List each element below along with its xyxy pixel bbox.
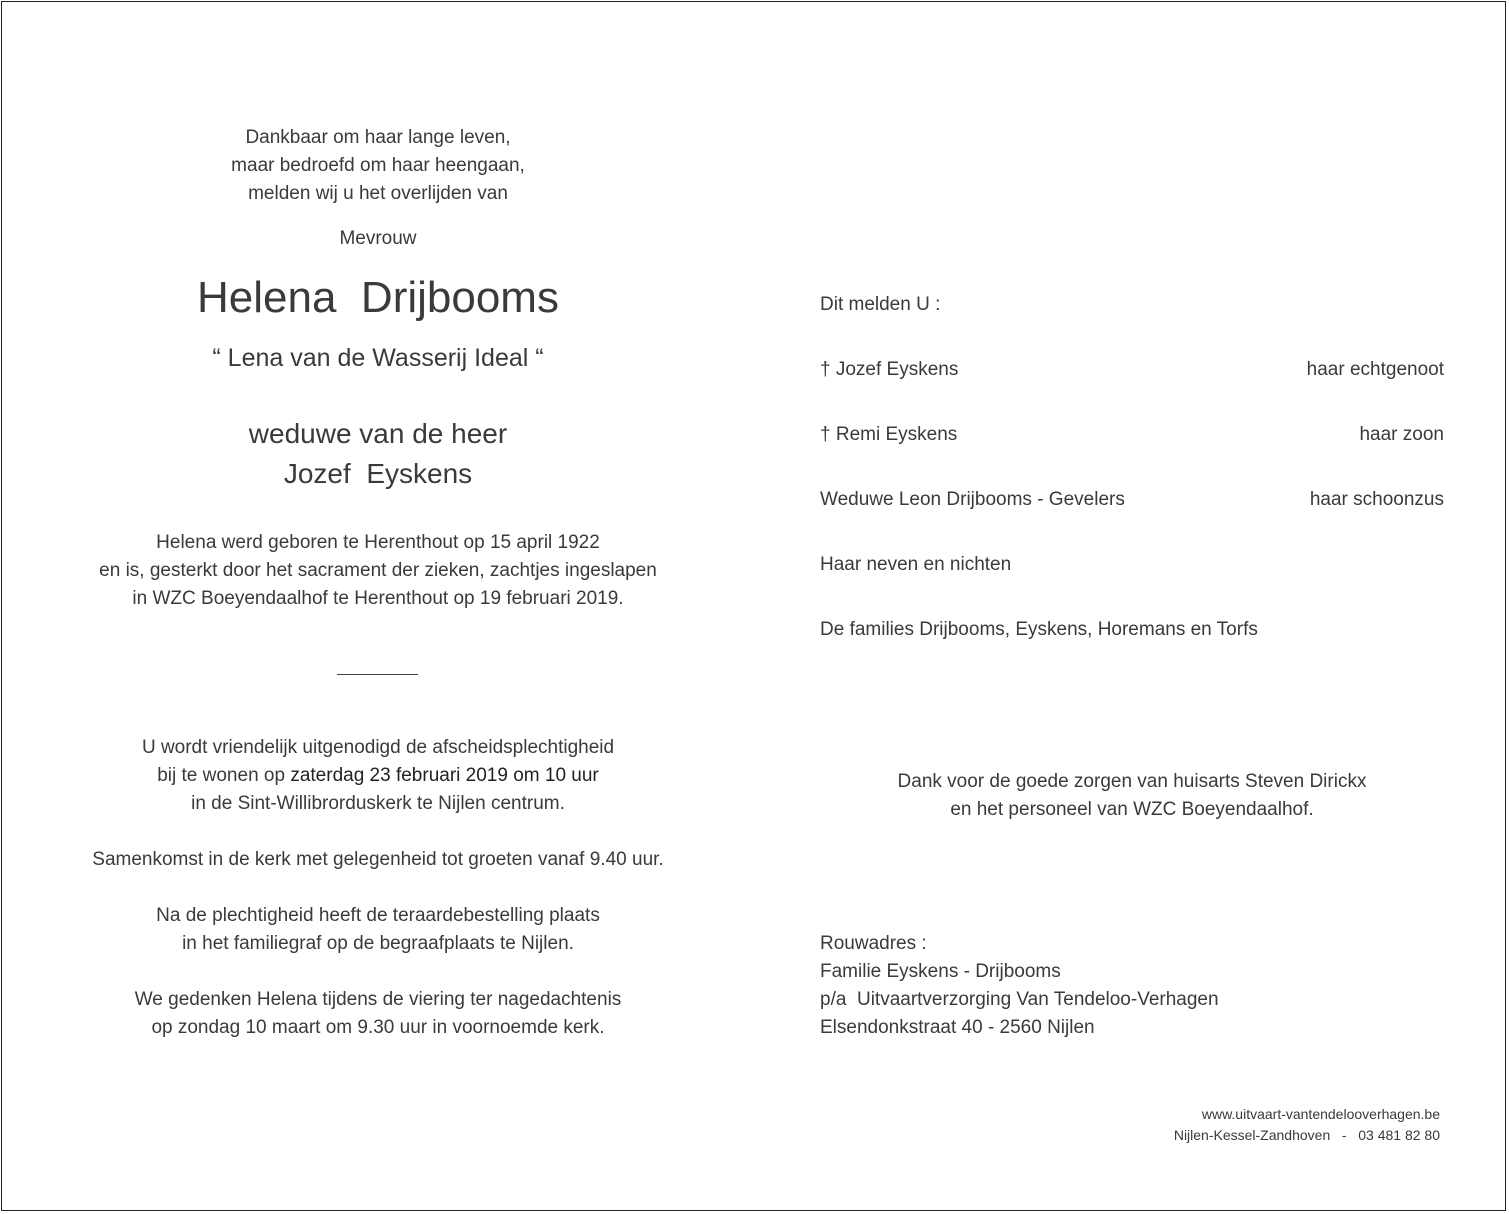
address-line: Familie Eyskens - Drijbooms <box>820 961 1061 982</box>
widow-of <box>60 414 696 494</box>
contact-line: Nijlen-Kessel-Zandhoven - 03 481 82 80 <box>1173 1127 1440 1143</box>
memorial-line: op zondag 10 maart om 9.30 uur in voornoemde kerk. <box>151 1017 605 1038</box>
address-label: Rouwadres : <box>820 933 927 954</box>
relative-relation: haar echtgenoot <box>1306 359 1444 380</box>
website-link[interactable]: www.uitvaart-vantendelooverhagen.be <box>1201 1106 1440 1122</box>
invitation-line: U wordt vriendelijk uitgenodigd de afscheidsplechtigheid <box>141 737 615 758</box>
funeral-home-footer <box>1174 1104 1440 1146</box>
relative-row <box>820 487 1444 513</box>
relative-relation: haar schoonzus <box>1309 489 1444 510</box>
burial-line: in het familiegraf op de begraafplaats te Nijlen. <box>182 933 574 954</box>
invitation-line <box>60 762 696 790</box>
thanks-line: en het personeel van WZC Boeyendaalhof. <box>950 799 1314 820</box>
spouse-name: Jozef Eyskens <box>283 458 473 489</box>
invitation-line: in de Sint-Willibrorduskerk te Nijlen centrum. <box>191 793 565 814</box>
relative-row <box>820 617 1444 643</box>
thanks-note <box>820 768 1444 824</box>
intro-line: Dankbaar om haar lange leven, <box>245 127 511 148</box>
bio-line: Helena werd geboren te Herenthout op 15 april 1922 <box>156 532 600 553</box>
invitation-prefix: bij te wonen op <box>157 765 291 786</box>
relative-name: De families Drijbooms, Eyskens, Horemans en Torfs <box>820 619 1258 640</box>
bio-line: en is, gesterkt door het sacrament der zieken, zachtjes ingeslapen <box>99 560 657 581</box>
widow-line: weduwe van de heer <box>248 418 508 449</box>
deceased-name: Helena Drijbooms <box>197 273 559 322</box>
relative-row <box>820 357 1444 383</box>
announcers-heading: Dit melden U : <box>820 294 941 315</box>
relative-relation: haar zoon <box>1359 424 1444 445</box>
bio-line: in WZC Boeyendaalhof te Herenthout op 19 februari 2019. <box>132 588 624 609</box>
address-line: p/a Uitvaartverzorging Van Tendeloo-Verhagen <box>820 989 1219 1010</box>
relative-name: † Jozef Eyskens <box>820 359 959 380</box>
gathering-info: Samenkomst in de kerk met gelegenheid tot groeten vanaf 9.40 uur. <box>92 849 664 870</box>
burial-line: Na de plechtigheid heeft de teraardebestelling plaats <box>156 905 600 926</box>
biography <box>60 529 696 613</box>
relative-row <box>820 422 1444 448</box>
thanks-line: Dank voor de goede zorgen van huisarts Steven Dirickx <box>897 771 1367 792</box>
invitation <box>60 734 696 1042</box>
relative-name: † Remi Eyskens <box>820 424 958 445</box>
divider <box>337 674 418 675</box>
honorific: Mevrouw <box>339 228 417 249</box>
relative-row <box>820 552 1444 578</box>
mourning-address <box>820 930 1444 1042</box>
intro-line: melden wij u het overlijden van <box>248 183 508 204</box>
relative-name: Weduwe Leon Drijbooms - Gevelers <box>820 489 1125 510</box>
intro-text <box>60 124 696 208</box>
memorial-line: We gedenken Helena tijdens de viering ter nagedachtenis <box>134 989 622 1010</box>
intro-line: maar bedroefd om haar heengaan, <box>231 155 525 176</box>
relative-name: Haar neven en nichten <box>820 554 1012 575</box>
ceremony-date: zaterdag 23 februari 2019 om 10 uur <box>290 765 599 786</box>
address-line: Elsendonkstraat 40 - 2560 Nijlen <box>820 1017 1095 1038</box>
nickname: “ Lena van de Wasserij Ideal “ <box>212 344 544 372</box>
